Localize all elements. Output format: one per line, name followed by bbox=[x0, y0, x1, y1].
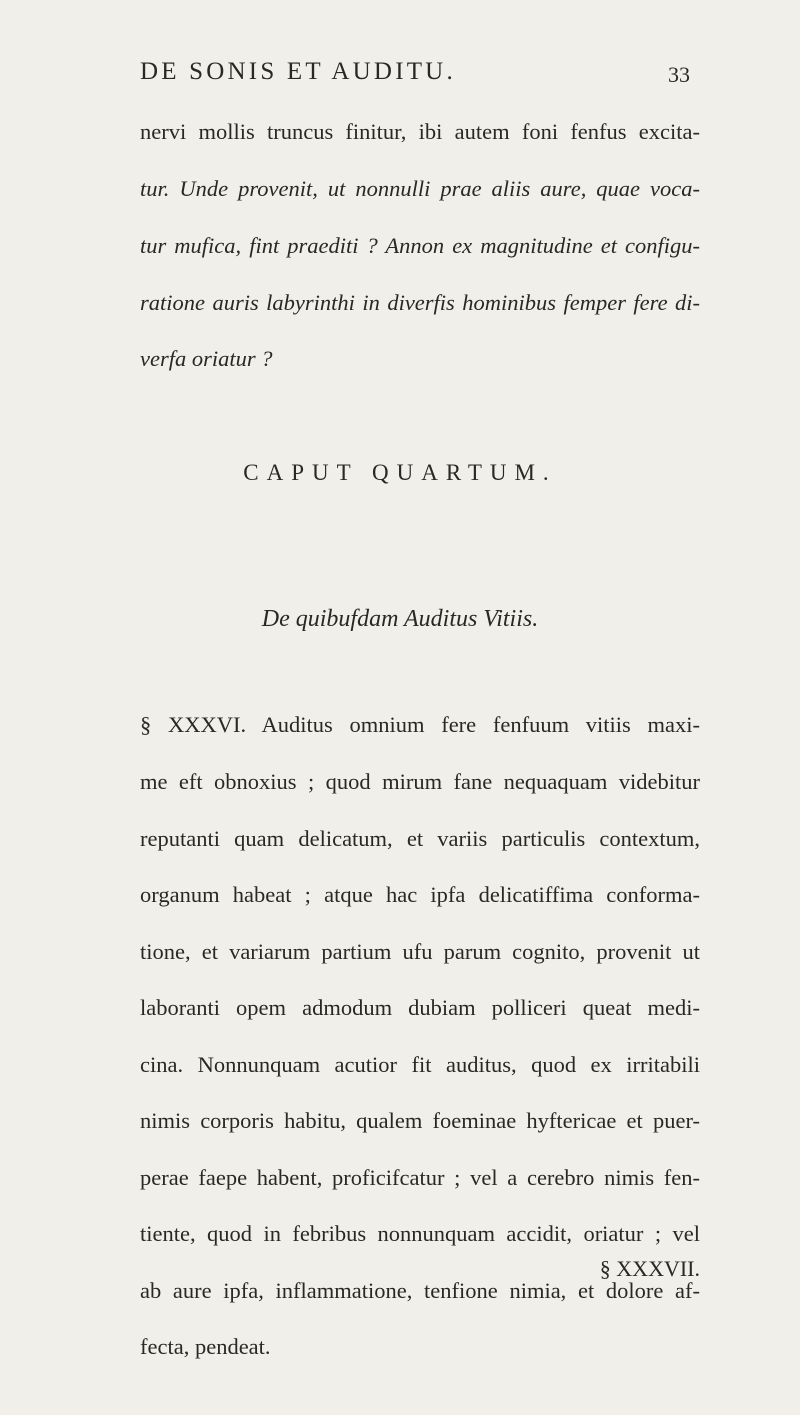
text-line: tur mufica, fint praediti ? Annon ex magnitudine et configu- bbox=[140, 233, 700, 258]
text-line: perae faepe habent, proficifcatur ; vel a cerebro nimis fen- bbox=[140, 1165, 700, 1190]
chapter-title: CAPUT QUARTUM. bbox=[243, 460, 557, 485]
text-line: verfa oriatur ? bbox=[140, 346, 273, 371]
text-line: tur. Unde provenit, ut nonnulli prae aliis aure, quae voca- bbox=[140, 176, 700, 201]
text-line: tiente, quod in febribus nonnunquam accidit, oriatur ; vel bbox=[140, 1221, 700, 1246]
text-line: § XXXVI. Auditus omnium fere fenfuum vitiis maxi- bbox=[140, 712, 700, 737]
text-line: reputanti quam delicatum, et variis particulis contextum, bbox=[140, 826, 700, 851]
text-line: tione, et variarum partium ufu parum cognito, provenit ut bbox=[140, 939, 700, 964]
text-line: nervi mollis truncus finitur, ibi autem foni fenfus excita- bbox=[140, 119, 700, 144]
text-line: organum habeat ; atque hac ipfa delicatiffima conforma- bbox=[140, 882, 700, 907]
page-header bbox=[140, 58, 690, 98]
text-line: me eft obnoxius ; quod mirum fane nequaquam videbitur bbox=[140, 769, 700, 794]
text-line: nimis corporis habitu, qualem foeminae hyftericae et puer- bbox=[140, 1108, 700, 1133]
text-line: cina. Nonnunquam acutior fit auditus, quod ex irritabili bbox=[140, 1052, 700, 1077]
text-line: ab aure ipfa, inflammatione, tenfione nimia, et dolore af- bbox=[140, 1278, 700, 1303]
text-line: fecta, pendeat. bbox=[140, 1334, 271, 1359]
catchword: § XXXVII. bbox=[599, 1256, 700, 1281]
chapter-subtitle: De quibufdam Auditus Vitiis. bbox=[261, 606, 539, 632]
running-head: DE SONIS ET AUDITU. bbox=[140, 58, 456, 85]
page-number: 33 bbox=[668, 62, 690, 87]
text-line: laboranti opem admodum dubiam polliceri queat medi- bbox=[140, 995, 700, 1020]
text-line: ratione auris labyrinthi in diverfis hominibus femper fere di- bbox=[140, 290, 700, 315]
